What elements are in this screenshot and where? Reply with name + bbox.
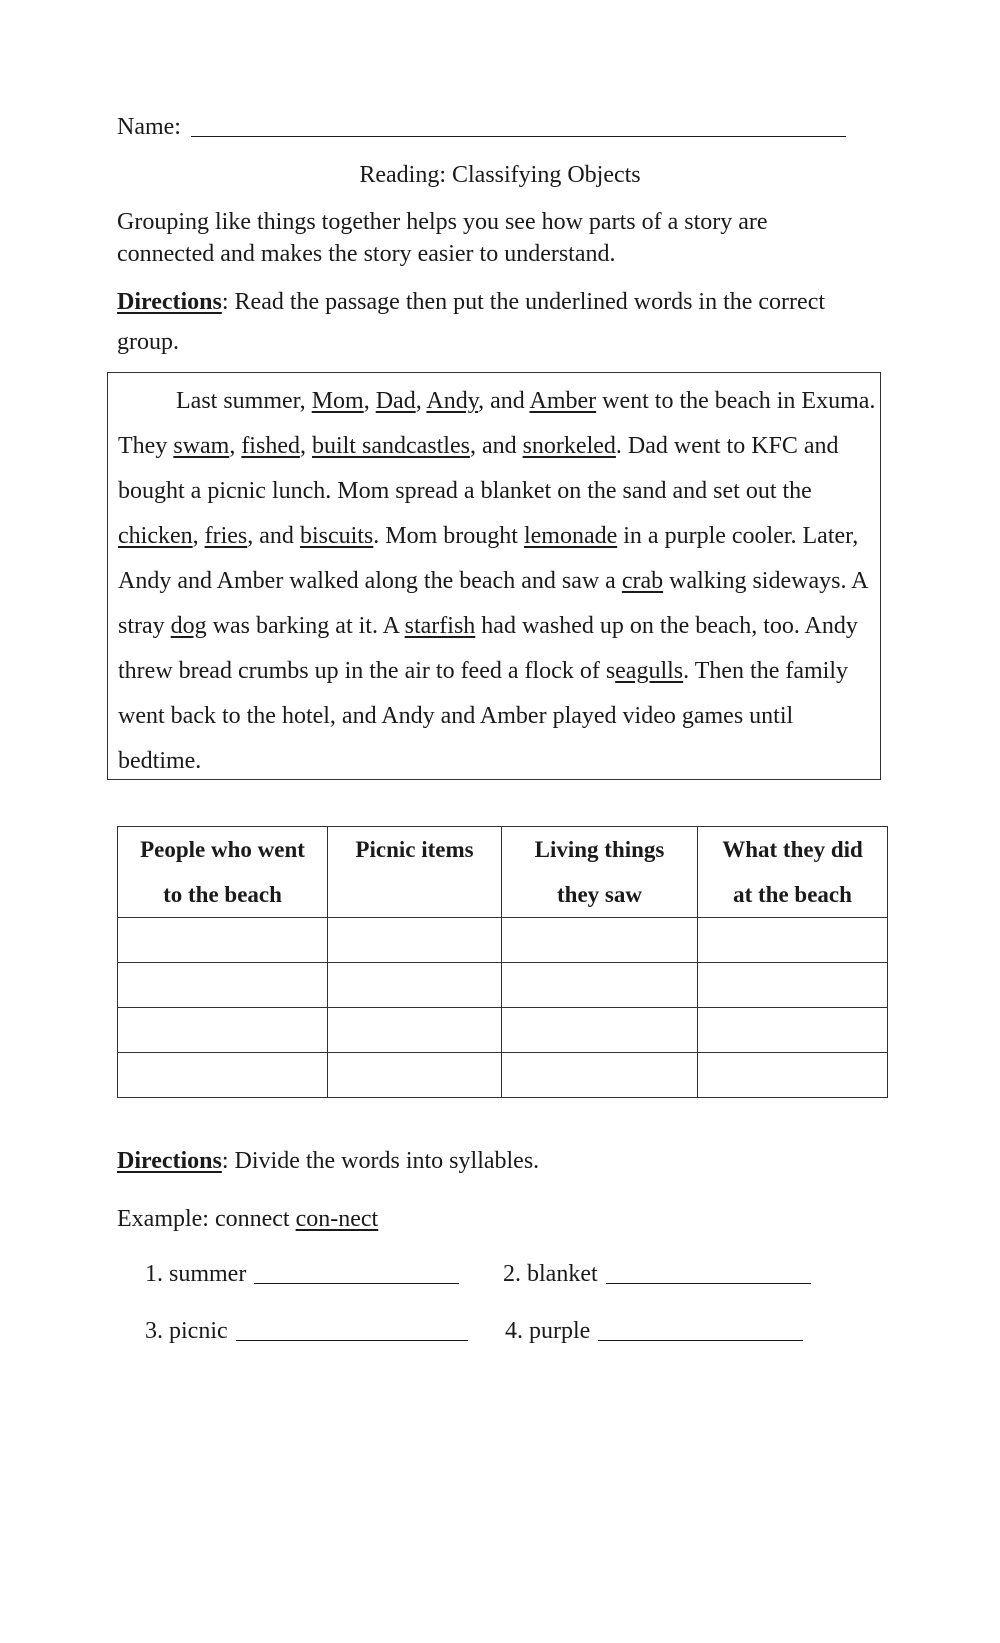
answer-blank[interactable] bbox=[236, 1340, 468, 1341]
table-cell[interactable] bbox=[118, 963, 328, 1008]
table-cell[interactable] bbox=[698, 1008, 888, 1053]
table-row bbox=[118, 963, 888, 1008]
underlined-word: dog bbox=[170, 613, 207, 639]
table-cell[interactable] bbox=[328, 963, 502, 1008]
table-header-row bbox=[118, 827, 888, 918]
underlined-word: crab bbox=[621, 568, 664, 594]
table-cell[interactable] bbox=[328, 918, 502, 963]
syllable-word: 3. picnic bbox=[145, 1318, 228, 1344]
underlined-word: built sandcastles bbox=[311, 433, 470, 459]
syllable-item-2 bbox=[503, 1261, 811, 1288]
passage-segment: . Mom brought bbox=[373, 523, 524, 549]
table-cell[interactable] bbox=[502, 1008, 698, 1053]
table-cell[interactable] bbox=[118, 918, 328, 963]
directions-classify bbox=[117, 282, 857, 362]
table-row bbox=[118, 1008, 888, 1053]
table-row bbox=[118, 1053, 888, 1098]
passage-segment: , and bbox=[247, 523, 300, 549]
name-blank[interactable] bbox=[191, 136, 846, 137]
classify-table bbox=[117, 826, 888, 1098]
directions-text: : Divide the words into syllables. bbox=[221, 1148, 540, 1174]
underlined-word: chicken bbox=[118, 523, 193, 549]
underlined-word: starfish bbox=[404, 613, 476, 639]
table-cell[interactable] bbox=[118, 1053, 328, 1098]
underlined-word: eagulls bbox=[615, 658, 684, 684]
answer-blank[interactable] bbox=[606, 1283, 811, 1284]
directions-label: Directions bbox=[117, 289, 222, 315]
table-cell[interactable] bbox=[328, 1008, 502, 1053]
answer-blank[interactable] bbox=[254, 1283, 459, 1284]
underlined-word: lemonade bbox=[523, 523, 618, 549]
directions-label: Directions bbox=[117, 1148, 222, 1174]
table-row bbox=[118, 918, 888, 963]
table-cell[interactable] bbox=[698, 918, 888, 963]
passage-segment: , bbox=[229, 433, 242, 459]
underlined-word: fished bbox=[241, 433, 300, 459]
underlined-word: Mom bbox=[311, 388, 364, 414]
table-cell[interactable] bbox=[698, 963, 888, 1008]
syllable-item-3 bbox=[145, 1318, 468, 1345]
syllable-example bbox=[117, 1206, 378, 1233]
name-row bbox=[117, 114, 846, 141]
underlined-word: swam bbox=[173, 433, 230, 459]
col-header-living: Living things they saw bbox=[502, 827, 698, 918]
intro-line-1: Grouping like things together helps you see how parts of a story are bbox=[117, 209, 768, 235]
underlined-word: Dad bbox=[375, 388, 416, 414]
syllable-word: 1. summer bbox=[145, 1261, 247, 1287]
col-header-activities: What they did at the beach bbox=[698, 827, 888, 918]
passage-box bbox=[107, 372, 881, 780]
underlined-word: fries bbox=[204, 523, 248, 549]
table-cell[interactable] bbox=[502, 963, 698, 1008]
passage-segment: . Dad went to KFC and bought a picnic lunch. Mom spread a blanket on the sand and set out the bbox=[118, 433, 839, 504]
passage-segment: , bbox=[299, 433, 312, 459]
passage-segment: had washed up on the beach, too. Andy threw bread crumbs up in the air to feed a flock of s bbox=[118, 613, 858, 684]
underlined-word: Amber bbox=[529, 388, 597, 414]
syllable-item-1 bbox=[145, 1261, 459, 1288]
passage-text bbox=[118, 379, 880, 784]
table-cell[interactable] bbox=[698, 1053, 888, 1098]
directions-syllables bbox=[117, 1148, 539, 1175]
col-header-people: People who went to the beach bbox=[118, 827, 328, 918]
passage-segment: . Then the family went back to the hotel, and Andy and Amber played video games until bedtime. bbox=[118, 658, 848, 774]
syllable-word: 4. purple bbox=[505, 1318, 591, 1344]
intro-paragraph bbox=[117, 206, 857, 270]
table-cell[interactable] bbox=[118, 1008, 328, 1053]
directions-text: : Read the passage then put the underlined words in the correct group. bbox=[117, 289, 826, 355]
table-cell[interactable] bbox=[328, 1053, 502, 1098]
underlined-word: snorkeled bbox=[522, 433, 616, 459]
answer-blank[interactable] bbox=[598, 1340, 803, 1341]
underlined-word: Andy bbox=[426, 388, 479, 414]
col-header-picnic: Picnic items bbox=[328, 827, 502, 918]
underlined-word: biscuits bbox=[299, 523, 374, 549]
worksheet-title: Reading: Classifying Objects bbox=[359, 162, 641, 188]
name-label: Name: bbox=[117, 114, 181, 140]
passage-segment: , bbox=[192, 523, 205, 549]
passage-segment: went to the beach in Exuma. They bbox=[118, 388, 876, 459]
intro-line-2: connected and makes the story easier to understand. bbox=[117, 241, 616, 267]
passage-segment: in a purple cooler. Later, Andy and Amber walked along the beach and saw a bbox=[118, 523, 859, 594]
passage-segment: , and bbox=[469, 433, 523, 459]
passage-segment: , bbox=[415, 388, 427, 414]
passage-segment: , and bbox=[478, 388, 530, 414]
example-prefix: Example: connect bbox=[117, 1206, 296, 1232]
passage-segment: , bbox=[363, 388, 376, 414]
syllable-word: 2. blanket bbox=[503, 1261, 598, 1287]
table-cell[interactable] bbox=[502, 1053, 698, 1098]
table-cell[interactable] bbox=[502, 918, 698, 963]
passage-segment: was barking at it. A bbox=[206, 613, 405, 639]
example-answer: con-nect bbox=[295, 1206, 379, 1232]
syllable-item-4 bbox=[505, 1318, 803, 1345]
passage-segment: Last summer, bbox=[176, 388, 312, 414]
passage-segment: walking sideways. A stray bbox=[118, 568, 868, 639]
